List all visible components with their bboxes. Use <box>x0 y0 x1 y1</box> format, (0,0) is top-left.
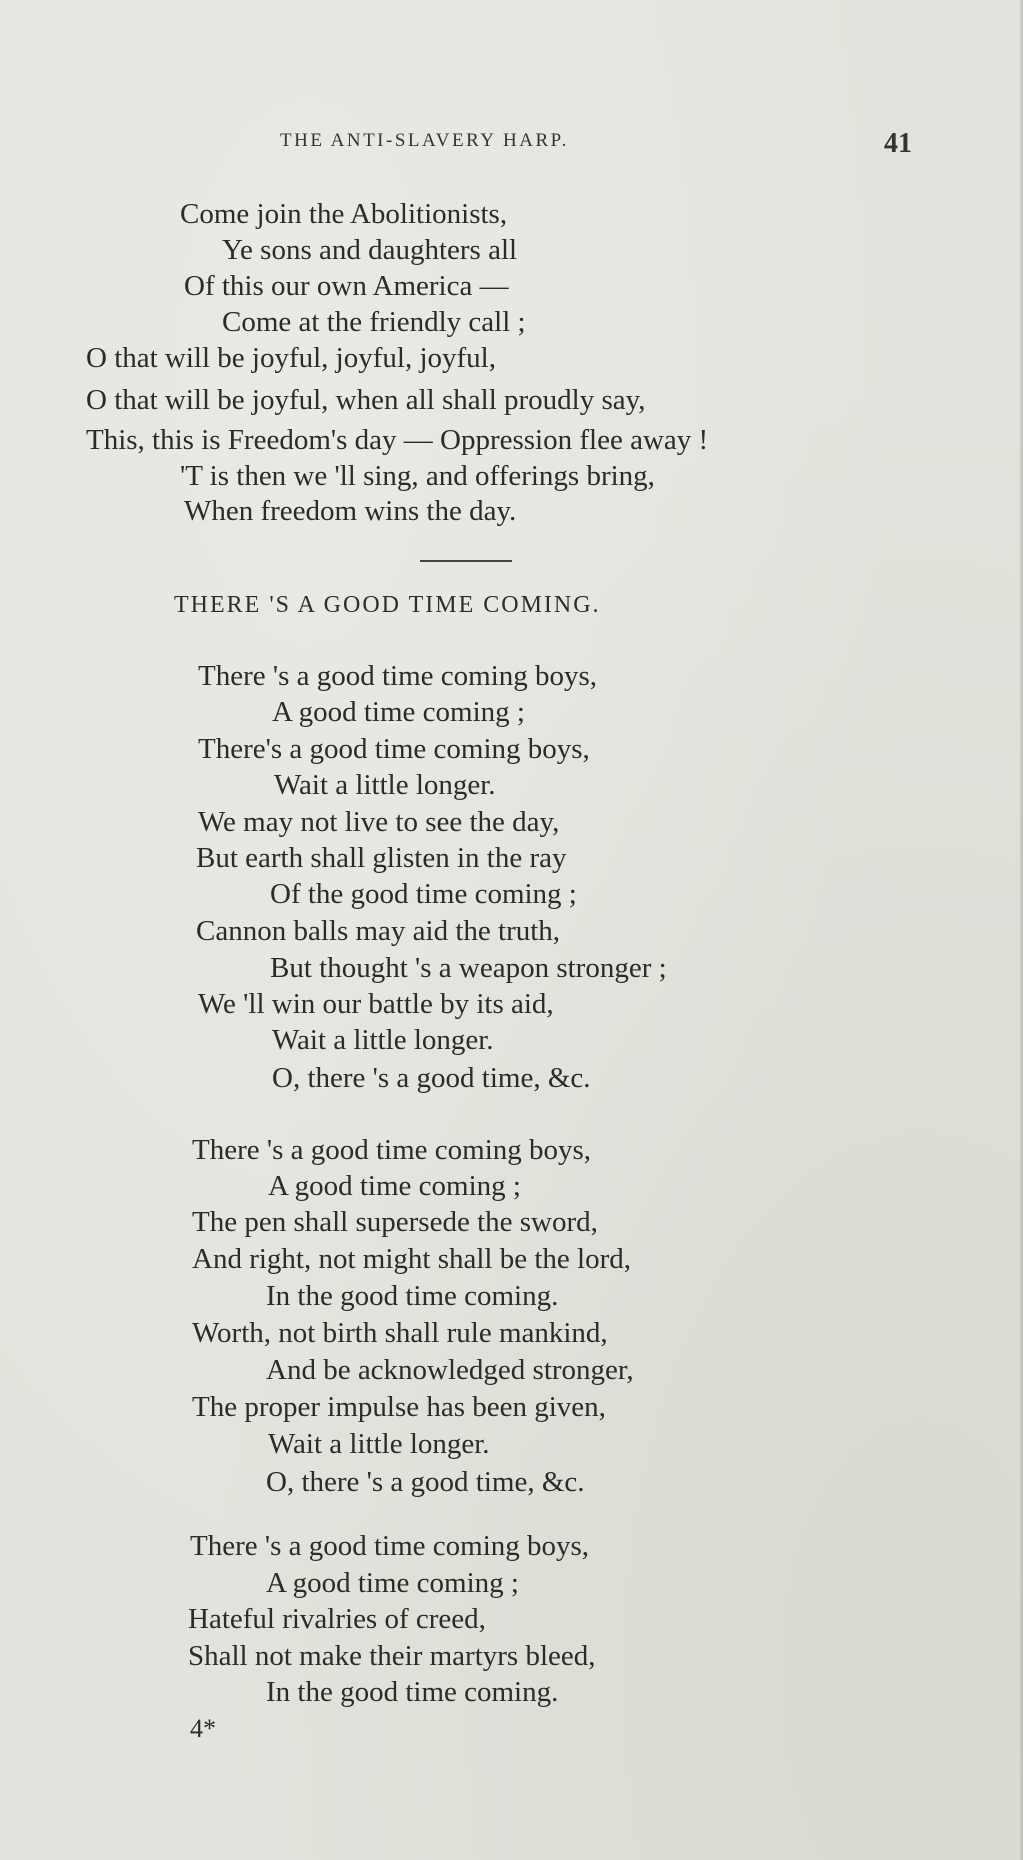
chorus-line: This, this is Freedom's day — Oppression flee away ! <box>86 424 709 456</box>
verse-line: There 's a good time coming boys, <box>192 1134 592 1166</box>
page-edge-shadow <box>1019 0 1023 1860</box>
verse-line: Of the good time coming ; <box>270 878 577 910</box>
verse-line: But thought 's a weapon stronger ; <box>270 952 667 984</box>
verse-line: O, there 's a good time, &c. <box>266 1466 585 1498</box>
verse-line: Worth, not birth shall rule mankind, <box>192 1317 608 1349</box>
verse-line: In the good time coming. <box>266 1280 559 1312</box>
chorus-line: O that will be joyful, when all shall proudly say, <box>86 384 646 416</box>
verse-line: A good time coming ; <box>268 1170 521 1202</box>
verse-line: Wait a little longer. <box>274 769 496 801</box>
verse-line: We 'll win our battle by its aid, <box>198 988 554 1020</box>
signature-mark: 4* <box>190 1714 216 1743</box>
verse-line: There's a good time coming boys, <box>198 733 590 765</box>
chorus-line: Ye sons and daughters all <box>222 234 518 266</box>
verse-line: We may not live to see the day, <box>198 806 560 838</box>
page-number: 41 <box>884 128 912 159</box>
running-title: THE ANTI-SLAVERY HARP. <box>280 130 569 151</box>
chorus-line: Come join the Abolitionists, <box>180 198 508 230</box>
verse-line: O, there 's a good time, &c. <box>272 1062 591 1094</box>
verse-line: The proper impulse has been given, <box>192 1391 606 1423</box>
chorus-line: 'T is then we 'll sing, and offerings bring, <box>180 460 655 492</box>
verse-line: And right, not might shall be the lord, <box>192 1243 631 1275</box>
verse-line: A good time coming ; <box>266 1567 519 1599</box>
verse-line: But earth shall glisten in the ray <box>196 842 567 874</box>
verse-line: And be acknowledged stronger, <box>266 1354 634 1386</box>
verse-line: There 's a good time coming boys, <box>198 660 598 692</box>
chorus-line: Of this our own America — <box>184 270 509 302</box>
verse-line: Wait a little longer. <box>272 1024 494 1056</box>
section-divider <box>420 560 512 562</box>
song-title: THERE 'S A GOOD TIME COMING. <box>174 592 601 618</box>
verse-line: Cannon balls may aid the truth, <box>196 915 561 947</box>
verse-line: In the good time coming. <box>266 1676 559 1708</box>
verse-line: The pen shall supersede the sword, <box>192 1206 598 1238</box>
chorus-line: When freedom wins the day. <box>184 495 517 527</box>
verse-line: A good time coming ; <box>272 696 525 728</box>
verse-line: Hateful rivalries of creed, <box>188 1603 486 1635</box>
verse-line: Wait a little longer. <box>268 1428 490 1460</box>
verse-line: Shall not make their martyrs bleed, <box>188 1640 596 1672</box>
chorus-line: Come at the friendly call ; <box>222 306 526 338</box>
chorus-line: O that will be joyful, joyful, joyful, <box>86 342 496 374</box>
verse-line: There 's a good time coming boys, <box>190 1530 590 1562</box>
